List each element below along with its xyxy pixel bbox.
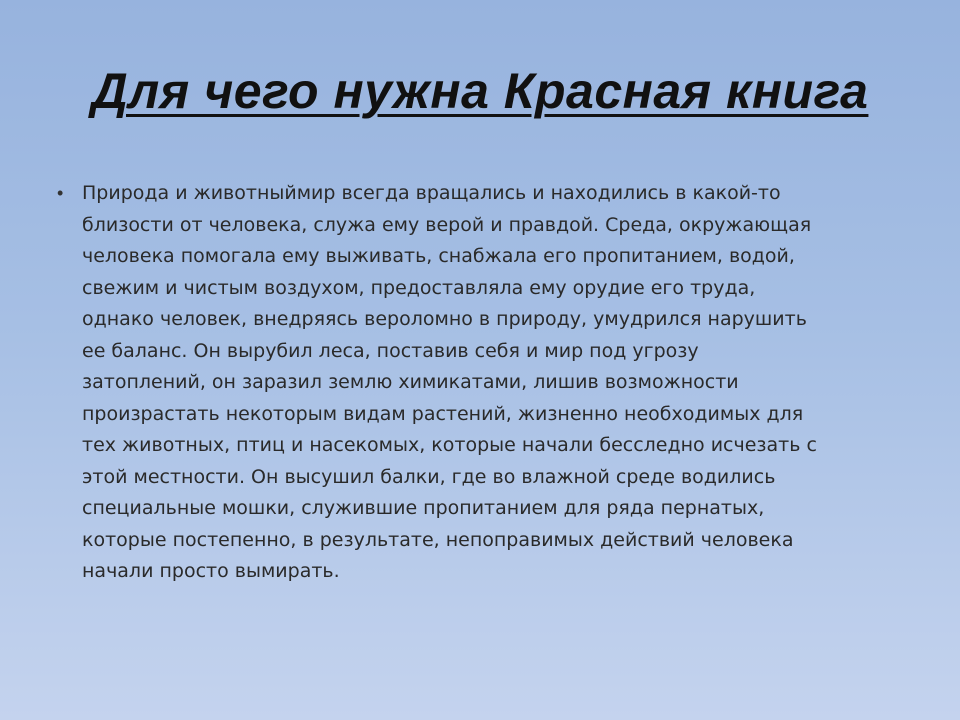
slide-title: Для чего нужна Красная книга [91,63,869,119]
bullet-marker: • [57,183,64,203]
bullet-paragraph: Природа и животныймир всегда вращались и находились в какой-то близости от человека, служа ему верой и правдой. Среда, окружающая человека помогала ему выживать, снабжала его пропитанием, водой, свежим и чистым воздухом, предоставляла ему орудие его труда, однако человек, внедряясь вероломно в природу, умудрился нарушить ее баланс. Он вырубил леса, поставив себя и мир под угрозу затоплений, он заразил землю химикатами, лишив возможности произрастать некоторым видам растений, жизненно необходимых для тех животных, птиц и насекомых, которые начали бесследно исчезать с этой местности. Он высушил балки, где во влажной среде водились специальные мошки, служившие пропитанием для ряда пернатых, которые постепенно, в результате, непоправимых действий человека начали просто вымирать. [82,182,817,582]
slide-content [57,178,909,588]
